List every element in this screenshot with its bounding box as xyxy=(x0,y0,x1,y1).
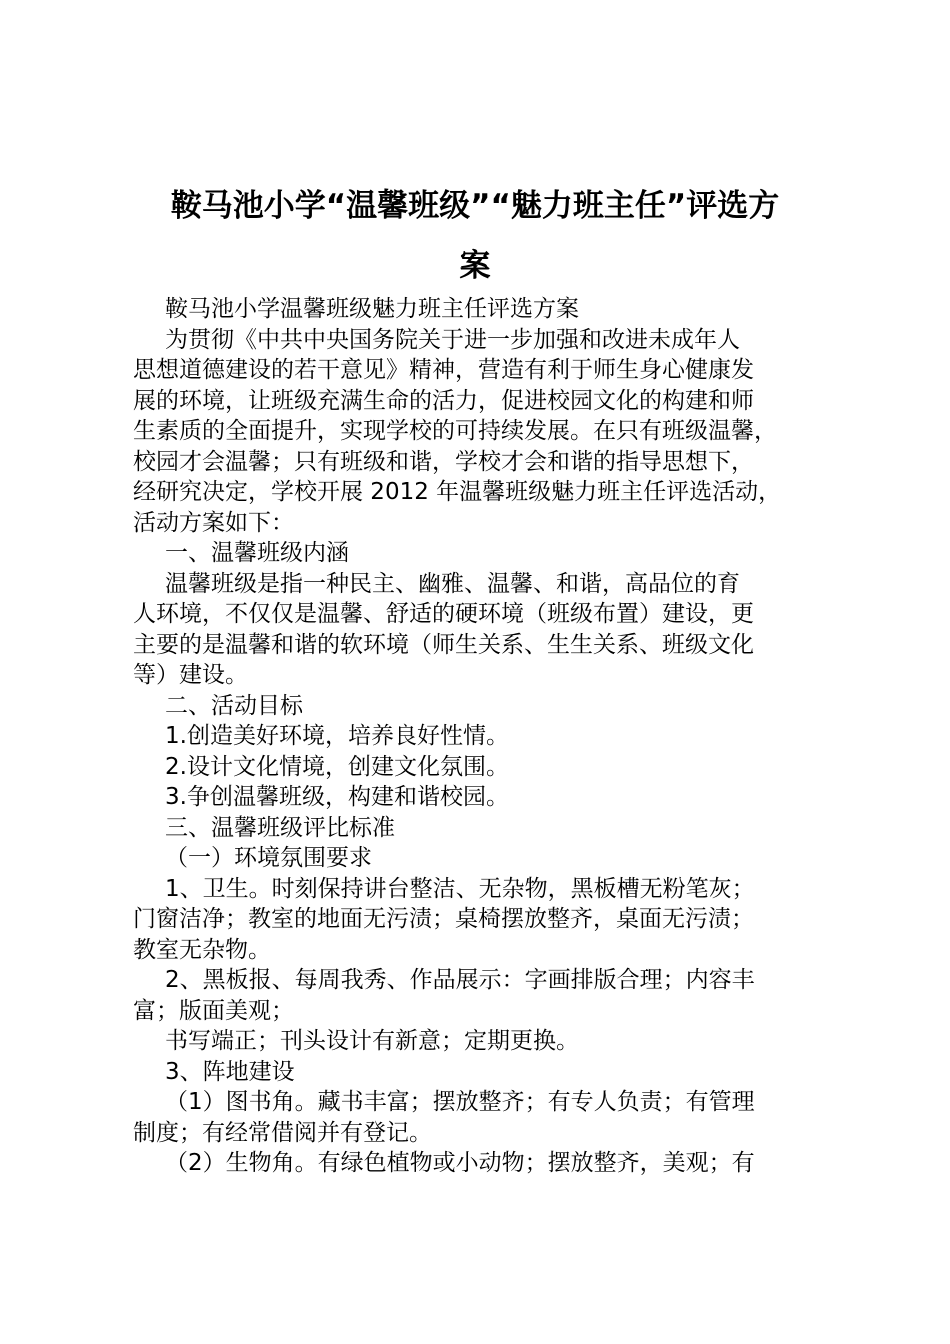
body-line: 二、活动目标 xyxy=(165,692,303,719)
body-line: 3、阵地建设 xyxy=(165,1058,295,1085)
body-line: 2.设计文化情境，创建文化氛围。 xyxy=(165,753,509,780)
body-line: 三、温馨班级评比标准 xyxy=(165,814,395,841)
body-line: 展的环境，让班级充满生命的活力，促进校园文化的构建和师 xyxy=(133,387,754,414)
body-line: 3.争创温馨班级，构建和谐校园。 xyxy=(165,784,509,810)
body-line: 经研究决定，学校开展 2012 年温馨班级魅力班主任评选活动， xyxy=(133,479,782,505)
body-line: 2、黑板报、每周我秀、作品展示：字画排版合理；内容丰 xyxy=(165,967,755,993)
body-line: 温馨班级是指一种民主、幽雅、温馨、和谐，高品位的育 xyxy=(165,570,740,597)
document-title-line-1: 鞍马池小学“温馨班级”“魅力班主任”评选方 xyxy=(170,188,780,224)
body-line: 等）建设。 xyxy=(133,662,248,688)
body-line: 书写端正；刊头设计有新意；定期更换。 xyxy=(165,1028,579,1054)
body-line: 制度；有经常借阅并有登记。 xyxy=(133,1119,432,1146)
body-line: 活动方案如下： xyxy=(133,509,294,536)
body-line: （2）生物角。有绿色植物或小动物；摆放整齐，美观；有 xyxy=(165,1150,755,1176)
body-line: 校园才会温馨；只有班级和谐，学校才会和谐的指导思想下， xyxy=(133,448,754,475)
body-line: 1、卫生。时刻保持讲台整洁、无杂物，黑板槽无粉笔灰； xyxy=(165,875,755,902)
body-line: 为贯彻《中共中央国务院关于进一步加强和改进未成年人 xyxy=(165,326,740,353)
body-line: 人环境，不仅仅是温馨、舒适的硬环境（班级布置）建设，更 xyxy=(133,601,754,627)
body-line: 1.创造美好环境，培养良好性情。 xyxy=(165,723,509,749)
body-line: 一、温馨班级内涵 xyxy=(165,540,349,566)
document-body xyxy=(133,294,845,1179)
body-line: 主要的是温馨和谐的软环境（师生关系、生生关系、班级文化 xyxy=(133,631,754,658)
body-line: （1）图书角。藏书丰富；摆放整齐；有专人负责；有管理 xyxy=(165,1089,755,1115)
body-line: 富；版面美观； xyxy=(133,997,294,1024)
body-line: 鞍马池小学温馨班级魅力班主任评选方案 xyxy=(165,296,579,322)
document-title-line-2: 案 xyxy=(459,248,491,284)
body-line: 教室无杂物。 xyxy=(133,936,271,963)
body-line: 门窗洁净；教室的地面无污渍；桌椅摆放整齐，桌面无污渍； xyxy=(133,906,754,932)
body-line: （一）环境氛围要求 xyxy=(165,845,372,871)
body-line: 思想道德建设的若干意见》精神，营造有利于师生身心健康发 xyxy=(133,357,754,383)
body-line: 生素质的全面提升，实现学校的可持续发展。在只有班级温馨， xyxy=(133,418,777,444)
